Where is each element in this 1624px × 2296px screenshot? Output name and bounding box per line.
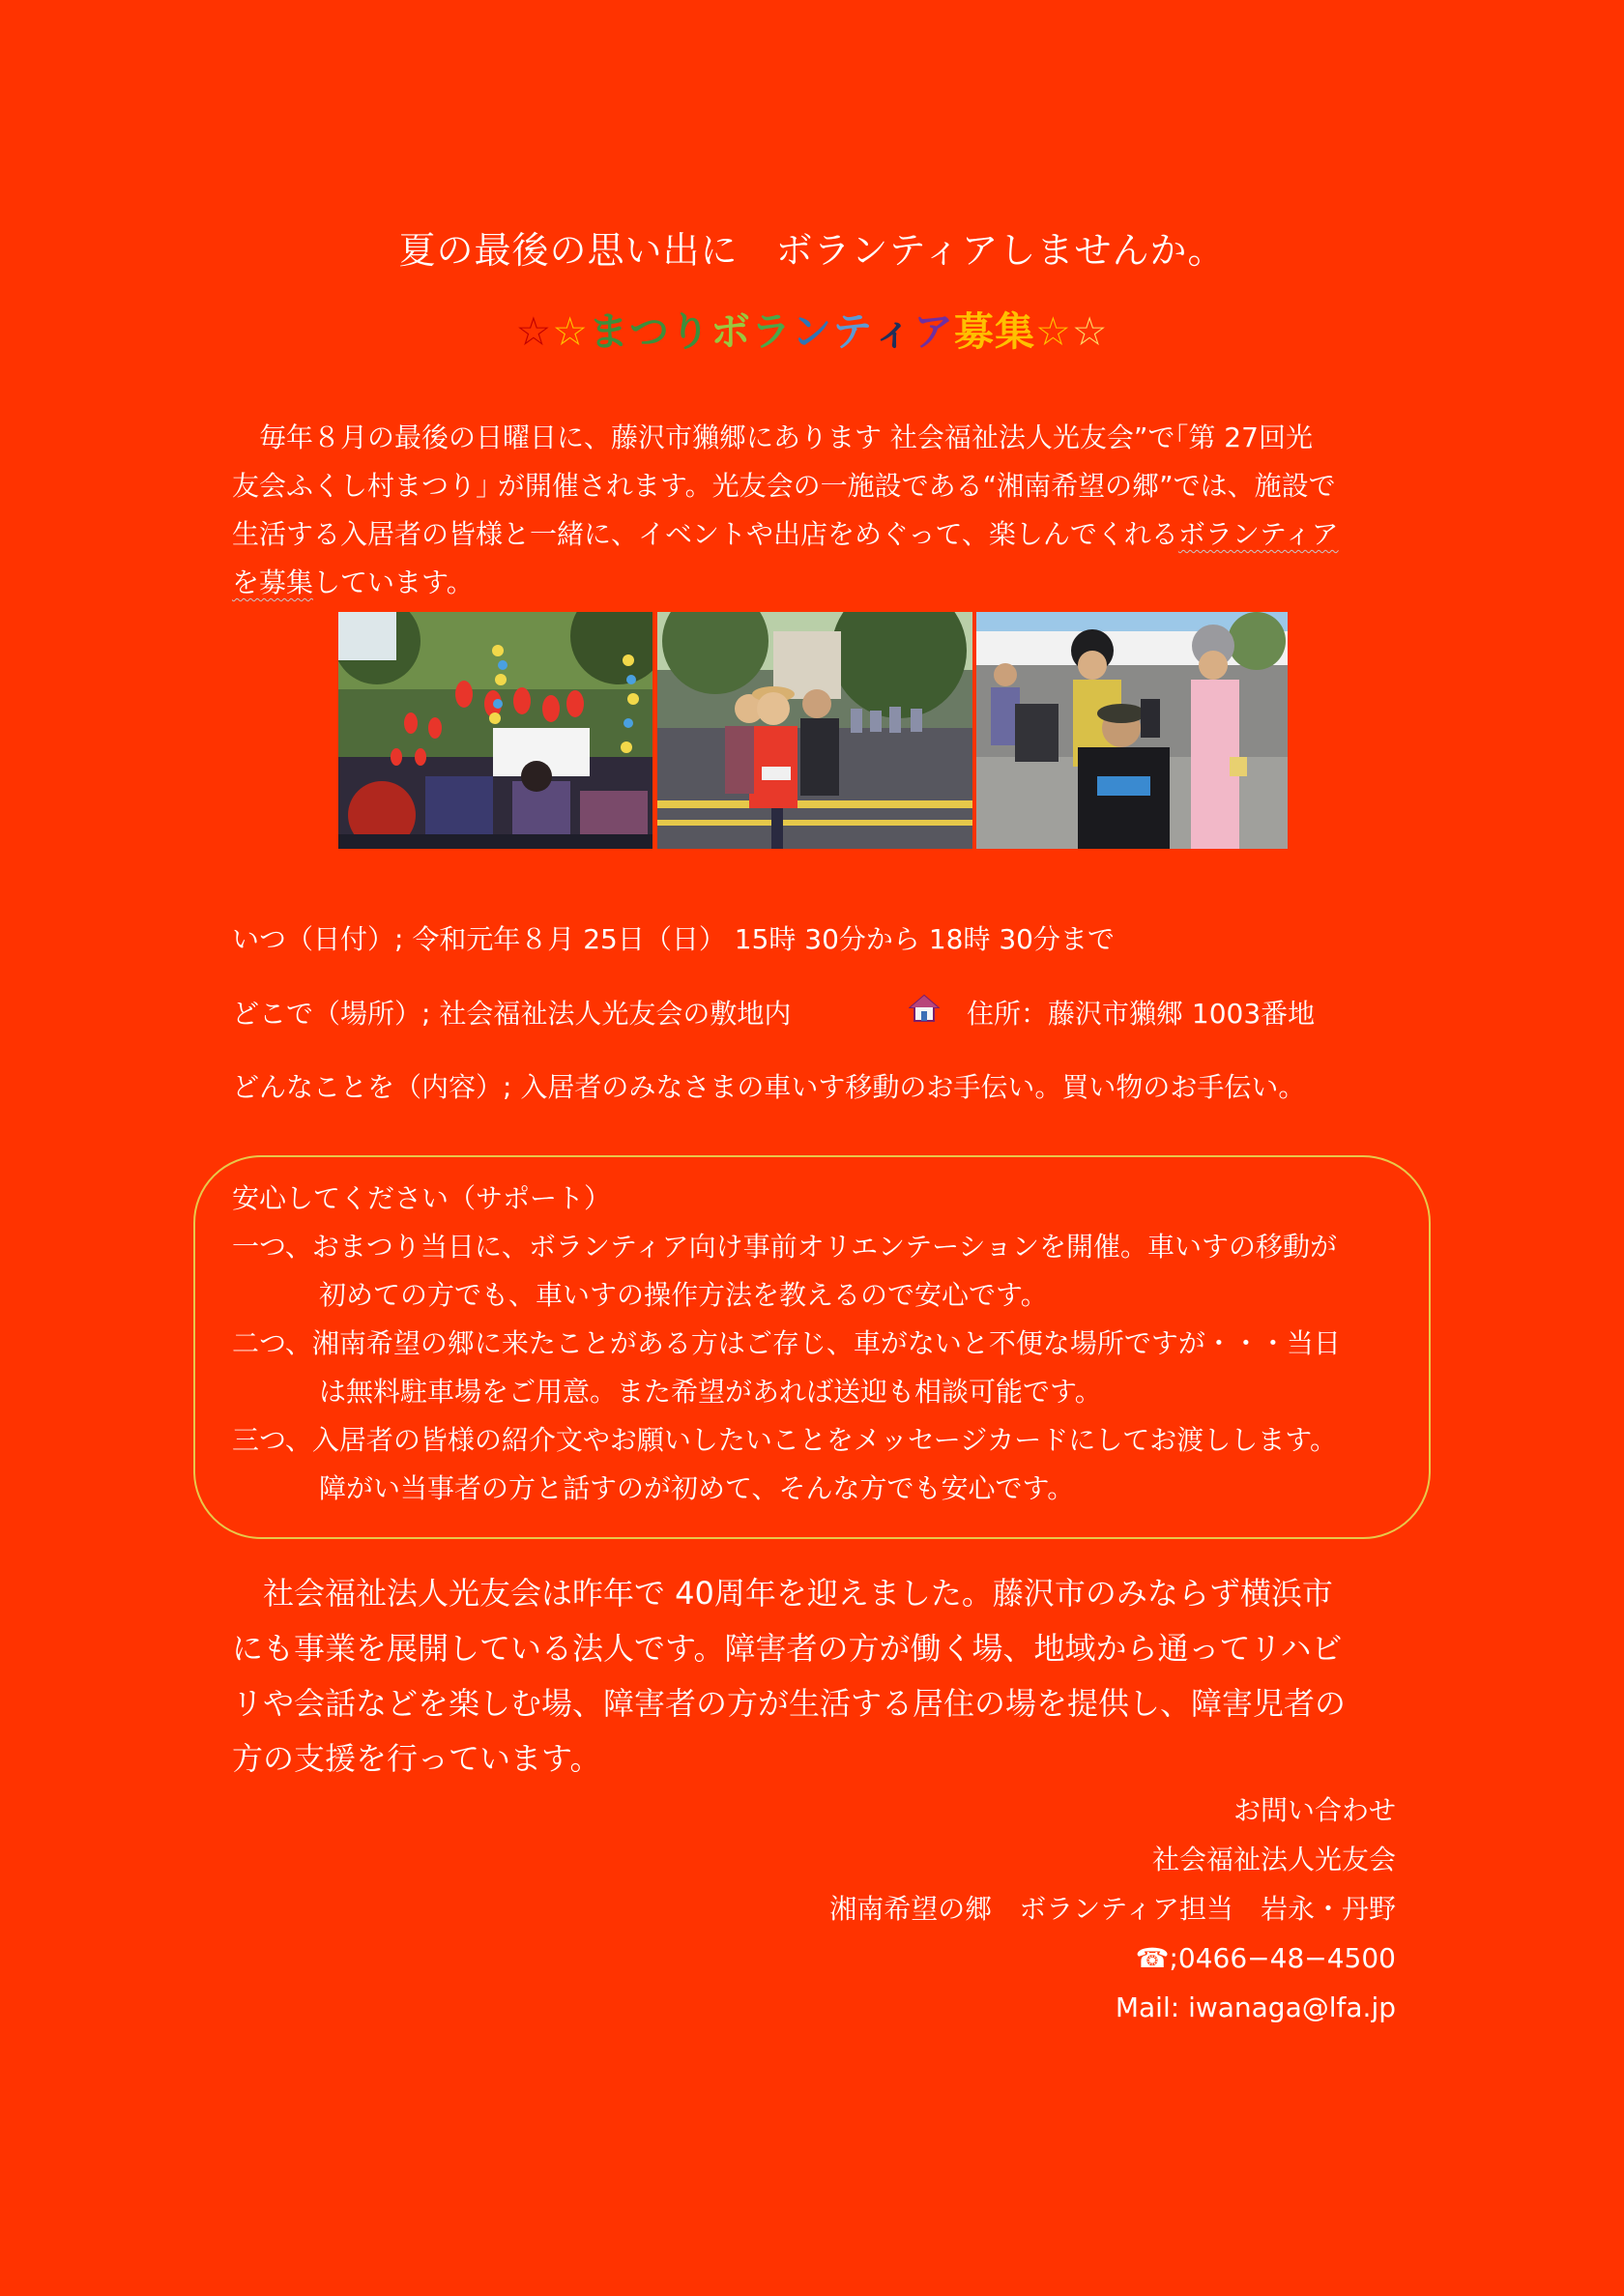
- festival-lanterns-photo: [338, 612, 652, 849]
- contact-block: [829, 1786, 1396, 2032]
- event-address: 住所：藤沢市獺郷 1003番地: [967, 998, 1316, 1030]
- title-char: ま: [589, 308, 629, 355]
- title-char: ィ: [873, 308, 914, 355]
- title-char: ☆: [1035, 308, 1072, 355]
- title-char: ☆: [1071, 308, 1109, 355]
- intro-text: 生活する入居者の皆様と一緒に、イベントや出店をめぐって、楽しんでくれる: [232, 518, 1178, 550]
- house-icon: [909, 994, 940, 1023]
- title-char: つ: [629, 308, 670, 355]
- contact-heading: お問い合わせ: [1232, 1794, 1396, 1826]
- intro-line: [232, 559, 1431, 607]
- about-line: 社会福祉法人光友会は昨年で 40周年を迎えました。藤沢市のみならず横浜市: [232, 1575, 1333, 1612]
- event-date: いつ（日付）; 令和元年８月 25日（日） 15時 30分から 18時 30分まで: [232, 923, 1115, 955]
- support-item-2-continued: は無料駐車場をご用意。また希望があれば送迎も相談可能です。: [319, 1376, 1102, 1408]
- support-item-1-continued: 初めての方でも、車いすの操作方法を教えるので安心です。: [319, 1279, 1048, 1311]
- intro-line: [232, 510, 1431, 559]
- intro-line: 友会ふくし村まつり｣ が開催されます。光友会の一施設である“湘南希望の郷”では、施設で: [232, 470, 1336, 502]
- support-item-3: 三つ、入居者の皆様の紹介文やお願いしたいことをメッセージカードにしてお渡しします。: [232, 1424, 1337, 1456]
- intro-paragraph: [232, 414, 1431, 607]
- support-item-3-continued: 障がい当事者の方と話すのが初めて、そんな方でも安心です。: [319, 1472, 1075, 1504]
- title-char: ☆: [515, 308, 553, 355]
- title-char: ン: [792, 308, 832, 355]
- recruitment-title: [0, 300, 1624, 357]
- about-line: リや会話などを楽しむ場、障害者の方が生活する居住の場を提供し、障害児者の: [232, 1685, 1347, 1722]
- residents-group-photo: [657, 612, 972, 849]
- title-char: 募: [954, 308, 995, 355]
- contact-organization: 社会福祉法人光友会: [1151, 1844, 1396, 1875]
- contact-email: Mail: iwanaga@lfa.jp: [1115, 1991, 1396, 2023]
- title-char: テ: [832, 308, 873, 355]
- headline: 夏の最後の思い出に ボランティアしませんか。: [398, 229, 1226, 272]
- intro-text: しています。: [313, 567, 474, 598]
- about-paragraph: [232, 1566, 1431, 1787]
- title-char: ボ: [710, 308, 751, 355]
- about-line: にも事業を展開している法人です。障害者の方が働く場、地域から通ってリハビ: [232, 1630, 1343, 1667]
- intro-line: 毎年８月の最後の日曜日に、藤沢市獺郷にあります 社会福祉法人光友会”で｢第 27回光: [232, 421, 1313, 453]
- event-location: どこで（場所）; 社会福祉法人光友会の敷地内: [232, 998, 792, 1030]
- spellcheck-marked-text: を募集: [232, 567, 314, 598]
- support-title: 安心してください（サポート）: [232, 1182, 612, 1214]
- wheelchair-festival-photo: [976, 612, 1288, 849]
- support-item-2: 二つ、湘南希望の郷に来たことがある方はご存じ、車がないと不便な場所ですが・・・当日: [232, 1327, 1341, 1359]
- contact-department: 湘南希望の郷 ボランティア担当 岩永・丹野: [829, 1893, 1396, 1925]
- title-char: ア: [914, 308, 954, 355]
- title-char: ラ: [751, 308, 792, 355]
- title-char: り: [670, 308, 710, 355]
- spellcheck-marked-text: ボランティア: [1177, 518, 1339, 550]
- about-line: 方の支援を行っています。: [232, 1740, 601, 1777]
- support-item-1: 一つ、おまつり当日に、ボランティア向け事前オリエンテーションを開催。車いすの移動が: [232, 1231, 1337, 1263]
- support-section: [232, 1175, 1431, 1513]
- contact-phone: ☎;0466−48−4500: [1135, 1942, 1396, 1974]
- title-char: 集: [995, 308, 1035, 355]
- event-content: どんなことを（内容）; 入居者のみなさまの車いす移動のお手伝い。買い物のお手伝い。: [232, 1071, 1306, 1103]
- title-char: ☆: [552, 308, 589, 355]
